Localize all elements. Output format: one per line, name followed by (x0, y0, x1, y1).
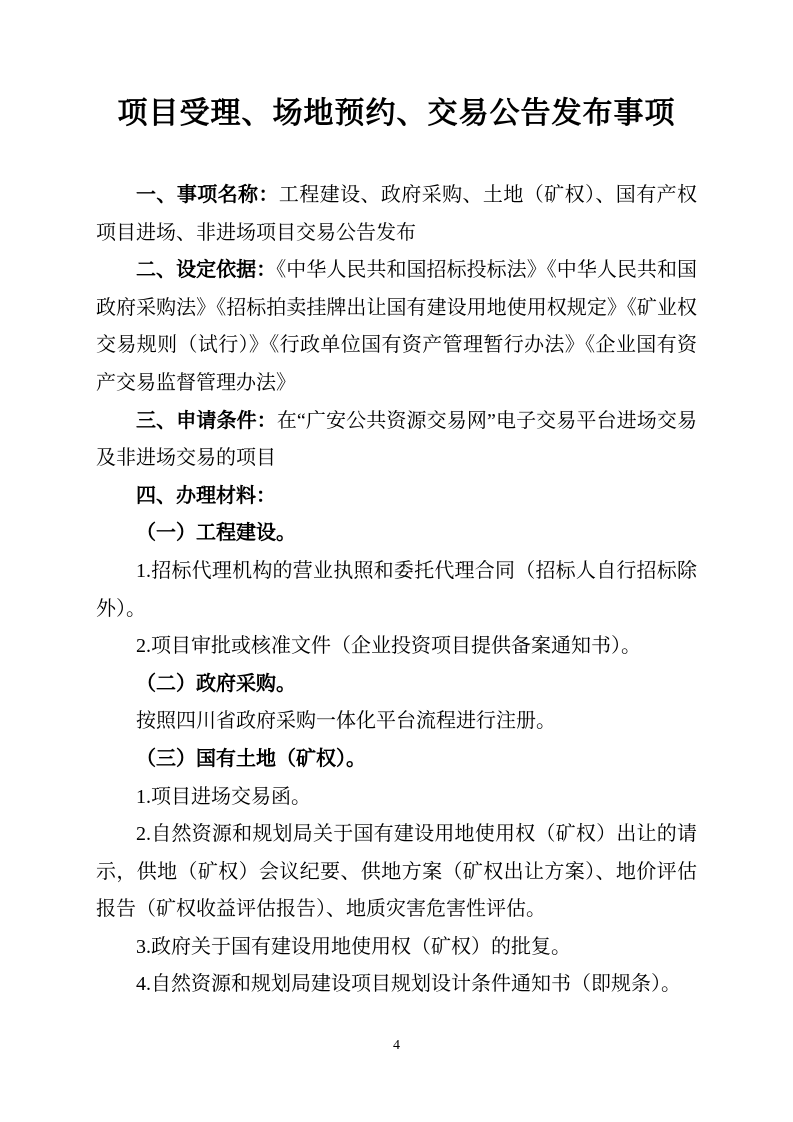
paragraph-application-conditions (96, 403, 697, 478)
paragraph-text: 工程建设、政府采购、土地（矿权）、国有产权项目进场、非进场项目交易公告发布 (96, 184, 698, 244)
document-body (96, 177, 697, 1004)
subheading-engineering-construction (96, 515, 697, 553)
paragraph-label: 二、设定依据： (136, 259, 277, 282)
subheading-government-procurement (96, 666, 697, 704)
paragraph-text: 1.项目进场交易函。 (136, 785, 311, 808)
paragraph-text: 2.项目审批或核准文件（企业投资项目提供备案通知书）。 (136, 635, 641, 658)
subheading-label: （三）国有土地（矿权）。 (136, 747, 366, 770)
document-title: 项目受理、场地预约、交易公告发布事项 (117, 97, 676, 130)
paragraph-list-item (96, 929, 697, 967)
paragraph-list-item (96, 816, 697, 929)
paragraph-list-item (96, 966, 697, 1004)
paragraph-list-item (96, 553, 697, 628)
subheading-label: （一）工程建设。 (136, 522, 296, 545)
paragraph-list-item (96, 703, 697, 741)
paragraph-item-name (96, 177, 697, 252)
paragraph-setting-basis (96, 252, 697, 402)
paragraph-list-item (96, 779, 697, 817)
paragraph-text: 按照四川省政府采购一体化平台流程进行注册。 (136, 710, 556, 733)
paragraph-label: 一、事项名称： (136, 184, 279, 206)
paragraph-text: 《中华人民共和国招标投标法》《中华人民共和国政府采购法》《招标拍卖挂牌出让国有建设用地使用权规定》《矿业权交易规则（试行）》《行政单位国有资产管理暂行办法》《企业国有资产交易监督管理办法》 (96, 259, 697, 394)
paragraph-materials-heading (96, 478, 697, 516)
paragraph-text: 1.招标代理机构的营业执照和委托代理合同（招标人自行招标除外）。 (96, 559, 697, 620)
paragraph-list-item (96, 628, 697, 666)
subheading-state-owned-land (96, 741, 697, 779)
paragraph-text: 在“广安公共资源交易网”电子交易平台进场交易及非进场交易的项目 (96, 409, 697, 470)
paragraph-text: 3.政府关于国有建设用地使用权（矿权）的批复。 (136, 935, 571, 958)
paragraph-label: 三、申请条件： (136, 409, 277, 432)
paragraph-text: 4.自然资源和规划局建设项目规划设计条件通知书（即规条）。 (136, 973, 681, 996)
paragraph-text: 2.自然资源和规划局关于国有建设用地使用权（矿权）出让的请示，供地（矿权）会议纪要、供地方案（矿权出让方案）、地价评估报告（矿权收益评估报告）、地质灾害危害性评估。 (96, 823, 697, 921)
page-number: 4 (393, 1038, 400, 1053)
paragraph-label: 四、办理材料： (136, 484, 276, 507)
subheading-label: （二）政府采购。 (136, 672, 296, 695)
